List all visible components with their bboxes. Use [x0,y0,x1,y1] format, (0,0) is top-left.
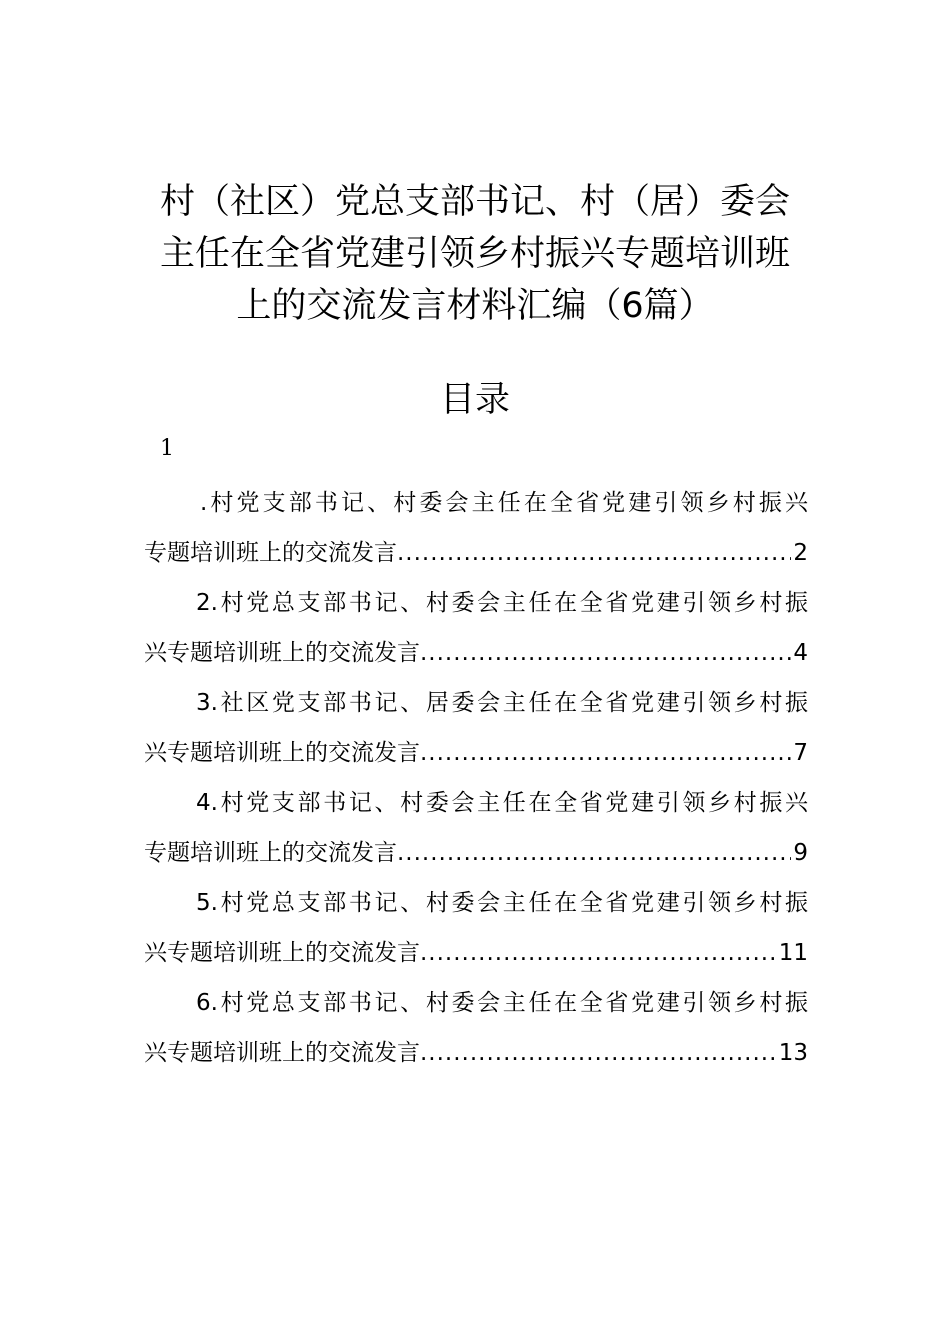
toc-entry-title-line-1: 2.村党总支部书记、村委会主任在全省党建引领乡村振 [196,590,808,616]
toc-page-number: 11 [778,940,808,966]
title-line-2: 主任在全省党建引领乡村振兴专题培训班 [159,234,790,274]
toc-leader-dots [420,728,791,778]
toc-entry-title-line-1: 3.社区党支部书记、居委会主任在全省党建引领乡村振 [196,690,808,716]
stray-number-mark: 1 [160,436,174,461]
toc-leader-dots [397,828,791,878]
toc-leader-dots [397,528,791,578]
toc-entry-title-line-1: .村党支部书记、村委会主任在全省党建引领乡村振兴 [200,490,808,516]
table-of-contents [144,478,808,1078]
toc-page-number: 9 [793,840,808,866]
toc-leader-dots [420,628,791,678]
title-line-3: 上的交流发言材料汇编（6篇） [236,286,714,326]
toc-entry-title-line-2: 专题培训班上的交流发言 [144,840,397,866]
toc-page-number: 2 [793,540,808,566]
toc-entry[interactable] [144,978,808,1078]
toc-page-number: 7 [793,740,808,766]
toc-entry[interactable] [144,678,808,778]
toc-entry-title-line-2: 兴专题培训班上的交流发言 [144,740,420,766]
toc-heading: 目录 [439,380,510,420]
toc-entry-title-line-2: 兴专题培训班上的交流发言 [144,940,420,966]
title-line-1: 村（社区）党总支部书记、村（居）委会 [159,182,790,222]
toc-entry-title-line-2: 兴专题培训班上的交流发言 [144,640,420,666]
document-title [140,176,810,332]
toc-entry-title-line-1: 5.村党总支部书记、村委会主任在全省党建引领乡村振 [196,890,808,916]
toc-entry-title-line-1: 6.村党总支部书记、村委会主任在全省党建引领乡村振 [196,990,808,1016]
toc-entry[interactable] [144,778,808,878]
toc-entry[interactable] [144,478,808,578]
toc-entry-title-line-2: 专题培训班上的交流发言 [144,540,397,566]
toc-entry[interactable] [144,578,808,678]
toc-leader-dots [420,1028,777,1078]
toc-page-number: 13 [778,1040,808,1066]
toc-entry-title-line-2: 兴专题培训班上的交流发言 [144,1040,420,1066]
toc-entry-title-line-1: 4.村党支部书记、村委会主任在全省党建引领乡村振兴 [196,790,808,816]
toc-leader-dots [420,928,777,978]
toc-entry[interactable] [144,878,808,978]
toc-page-number: 4 [793,640,808,666]
